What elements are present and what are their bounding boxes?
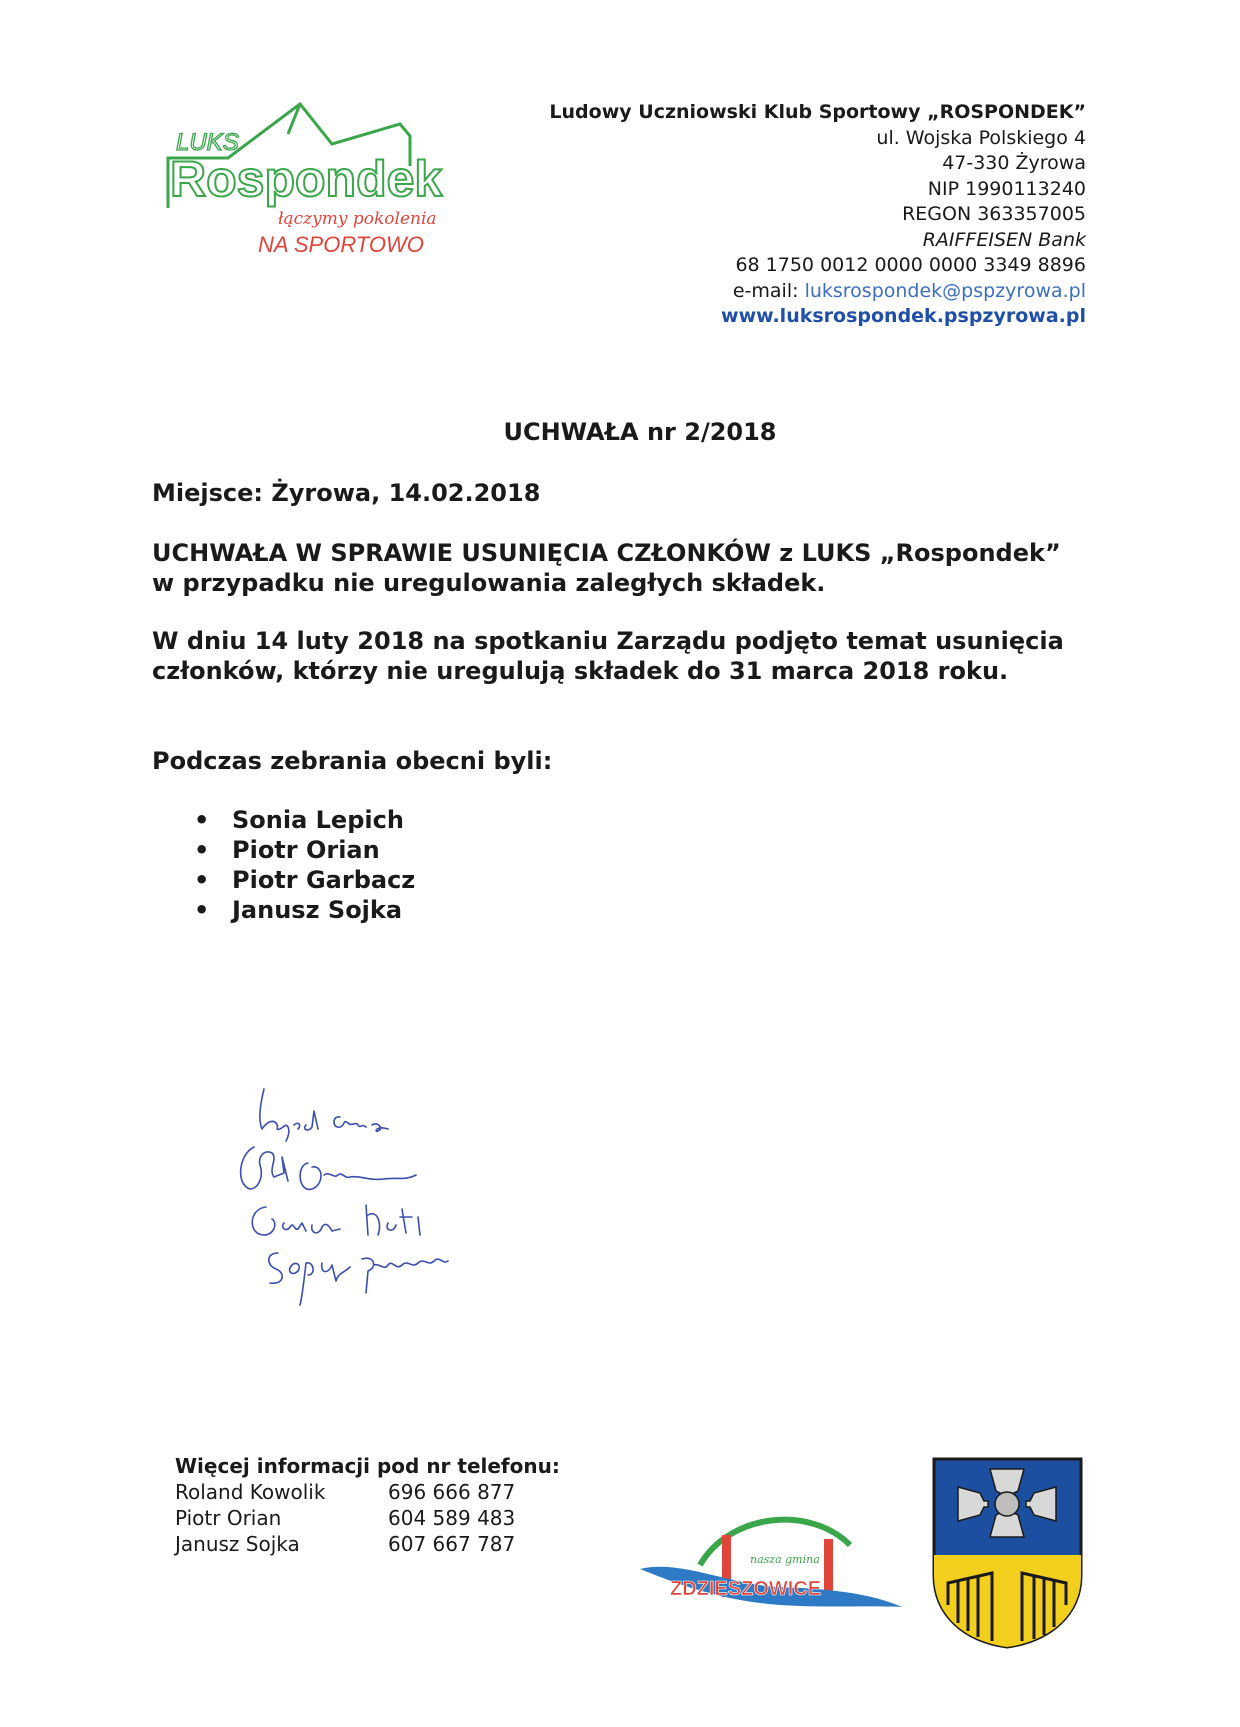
contact-name: Roland Kowolik	[175, 1480, 326, 1504]
place-date: Miejsce: Żyrowa, 14.02.2018	[152, 479, 541, 507]
zdzieszowice-logo	[640, 1505, 910, 1620]
org-email-line	[549, 279, 1086, 305]
coat-of-arms	[930, 1455, 1085, 1650]
logo-luks-text: LUKS	[176, 129, 239, 156]
email-link[interactable]: luksrospondek@pspzyrowa.pl	[804, 279, 1086, 302]
org-name: Ludowy Uczniowski Klub Sportowy „ROSPONDEK”	[549, 101, 1086, 123]
email-label: e-mail:	[732, 279, 799, 302]
contacts-table	[175, 1479, 515, 1557]
logo-name-text: Rospondek	[170, 151, 443, 207]
signature-garbacz	[252, 1205, 420, 1235]
contact-name: Janusz Sojka	[175, 1532, 300, 1556]
list-item: • Piotr Garbacz	[190, 865, 415, 895]
zdz-name: ZDZIESZOWICE	[670, 1578, 822, 1600]
signatures	[228, 1085, 488, 1315]
org-regon: REGON 363357005	[902, 203, 1086, 225]
contacts-heading: Więcej informacji pod nr telefonu:	[175, 1454, 560, 1478]
contact-phone: 604 589 483	[388, 1506, 516, 1530]
resolution-subject: UCHWAŁA W SPRAWIE USUNIĘCIA CZŁONKÓW z LUKS „Rospondek” w przypadku nie uregulowania zaległych składek.	[152, 539, 1061, 597]
zdz-pillar-right-icon	[824, 1539, 833, 1597]
organization-info	[549, 100, 1086, 330]
attendees-list	[190, 805, 415, 925]
contact-section	[175, 1453, 560, 1557]
logo-tagline-2: NA SPORTOWO	[258, 232, 424, 257]
attendees-label: Podczas zebrania obecni byli:	[152, 747, 553, 775]
table-row	[175, 1531, 515, 1557]
list-item: • Piotr Orian	[190, 835, 415, 865]
table-row	[175, 1505, 515, 1531]
contact-phone: 607 667 787	[388, 1532, 516, 1556]
org-street: ul. Wojska Polskiego 4	[876, 126, 1086, 149]
luks-rospondek-logo	[160, 96, 460, 276]
resolution-title: UCHWAŁA nr 2/2018	[503, 418, 777, 446]
org-nip: NIP 1990113240	[927, 177, 1086, 200]
list-item: • Janusz Sojka	[190, 895, 415, 925]
org-account: 68 1750 0012 0000 0000 3349 8896	[735, 254, 1086, 276]
contact-phone: 696 666 877	[388, 1480, 516, 1504]
signature-sojka	[269, 1253, 448, 1305]
coat-lower-field-icon	[934, 1555, 1081, 1647]
website-link[interactable]: www.luksrospondek.pspzyrowa.pl	[721, 305, 1086, 327]
contact-name: Piotr Orian	[175, 1506, 282, 1530]
zdz-tagline: nasza gmina	[750, 1553, 820, 1566]
resolution-body: W dniu 14 luty 2018 na spotkaniu Zarządu podjęto temat usunięcia członków, którzy nie uregulują składek do 31 marca 2018 roku.	[152, 627, 1064, 685]
list-item: • Sonia Lepich	[190, 805, 415, 835]
signature-lepich	[260, 1089, 388, 1141]
logo-tagline-1: łączymy pokolenia	[278, 209, 437, 229]
org-bank: RAIFFEISEN Bank	[922, 228, 1086, 251]
table-row	[175, 1479, 515, 1505]
signature-orian	[241, 1147, 416, 1189]
org-city: 47-330 Żyrowa	[942, 152, 1086, 174]
